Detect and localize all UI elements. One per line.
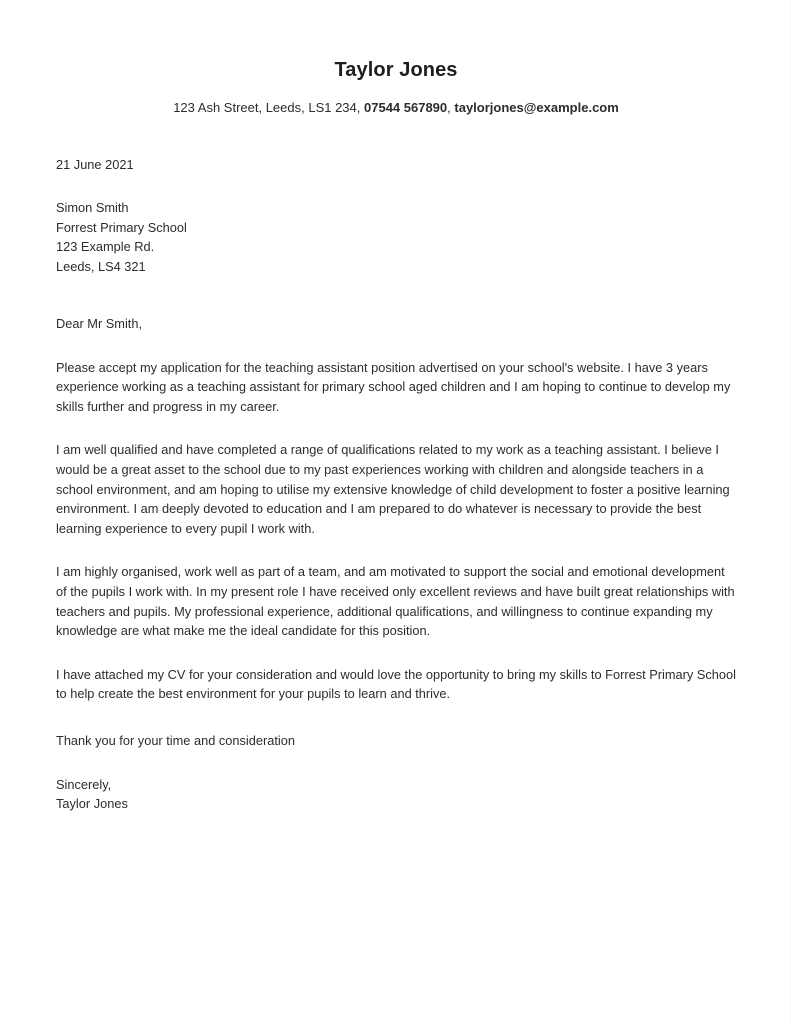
letter-date: 21 June 2021 <box>56 156 134 172</box>
signature-name: Taylor Jones <box>56 796 128 812</box>
letter-content-area <box>56 0 736 814</box>
sender-phone: 07544 567890 <box>364 100 448 115</box>
salutation: Dear Mr Smith, <box>56 316 143 332</box>
signoff-block <box>56 751 736 814</box>
closing-thanks: Thank you for your time and consideration <box>56 732 296 748</box>
recipient-organisation: Forrest Primary School <box>56 219 187 235</box>
contact-separator: , <box>447 100 455 115</box>
body-paragraph-4: I have attached my CV for your consideration and would love the opportunity to bring my skills to Forrest Primary School to help create the best environment for your pupils to learn and thrive. <box>56 666 736 702</box>
signoff-closing: Sincerely, <box>56 776 112 792</box>
sender-email: taylorjones@example.com <box>454 100 619 115</box>
body-paragraph-2: I am well qualified and have completed a range of qualifications related to my work as a teaching assistant. I believe I would be a great asset to the school due to my past experiences working with children and alongside teachers in a school environment, and am hoping to utilise my extensive knowledge of child development to foster a positive learning environment. I am deeply devoted to education and I am prepared to do whatever is necessary to provide the best learning experience to every pupil I work with. <box>56 442 730 536</box>
recipient-city-postcode: Leeds, LS4 321 <box>56 258 146 274</box>
recipient-street: 123 Example Rd. <box>56 239 155 255</box>
recipient-address-block <box>56 174 736 276</box>
body-paragraph-3: I am highly organised, work well as part of a team, and am motivated to support the social and emotional development of the pupils I work with. In my present role I have received only excellent reviews and have built great relationships with teachers and pupils. My professional experience, additional qualifications, and willingness to continue expanding my knowledge are what make me the ideal candidate for this position. <box>56 564 735 639</box>
body-paragraph-1: Please accept my application for the teaching assistant position advertised on your school's website. I have 3 years experience working as a teaching assistant for primary school aged children and I am hoping to continue to develop my skills further and progress in my career. <box>56 359 731 414</box>
recipient-name: Simon Smith <box>56 200 129 216</box>
contact-details-line <box>56 83 736 117</box>
sender-name: Taylor Jones <box>334 59 458 81</box>
letterhead <box>56 0 736 117</box>
sender-address: 123 Ash Street, Leeds, LS1 234, <box>173 100 364 115</box>
